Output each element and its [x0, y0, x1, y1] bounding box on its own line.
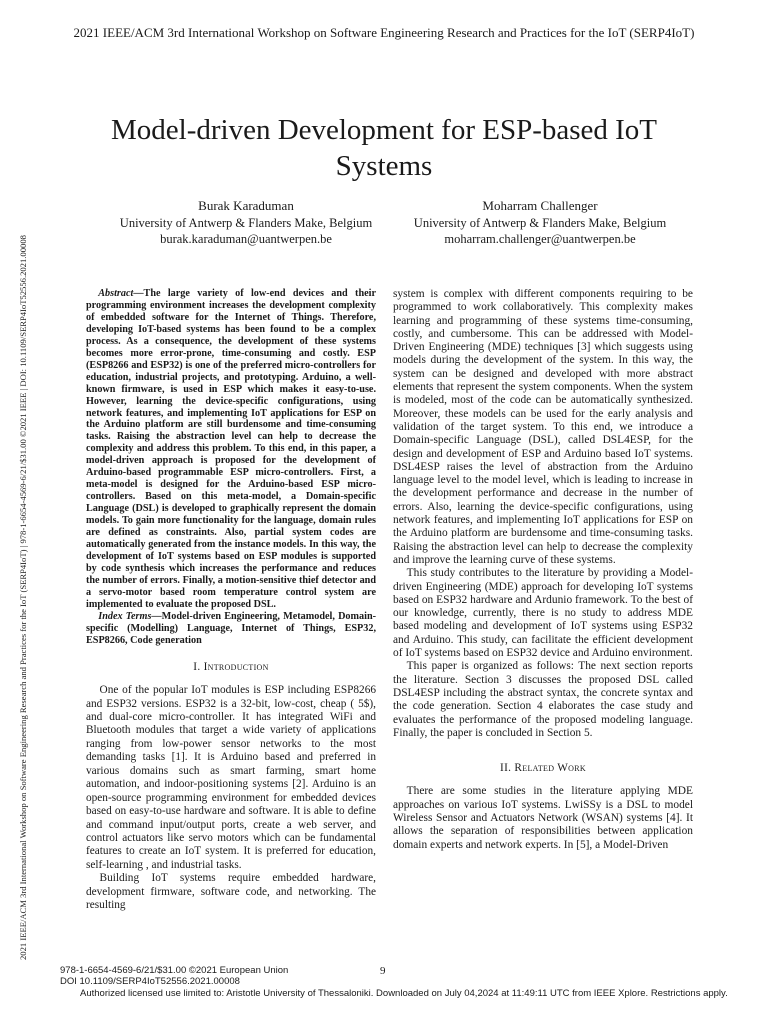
- abstract-text: —The large variety of low-end devices and their programming environment increases the development complexity of embedded software for the Internet of Things. Therefore, developing IoT-based systems has been found to be a complex process. As a consequence, the development of these systems becomes more error-prone, time-consuming and costly. ESP (ESP8266 and ESP32) is one of the preferred micro-controllers for education, industrial projects, and prototyping. Arduino, a well-known firmware, is used in ESP which makes it easy-to-use. However, learning the device-specific configurations, using network features, and implementing IoT applications for ESP on the Arduino platform are still burdensome and time-consuming tasks. Raising the abstraction level can help to decrease the complexity and address this problem. To this end, in this paper, a model-driven approach is proposed for the development of Arduino-based programmable ESP micro-controllers. First, a meta-model is designed for the Arduino-based ESP micro-controllers. Based on this meta-model, a Domain-specific Language (DSL) is developed to graphically represent the domain models. To gain more functionality for the language, domain rules are defined as constraints. Also, partial system codes are automatically generated from the instance models. In this way, the development of IoT systems based on ESP modules is supported by code synthesis which increases the performance and reduces the number of errors. Finally, a motion-sensitive thief detector and a servo-motor based room temperature control system are implemented to evaluate the proposed DSL.: [86, 288, 376, 610]
- side-citation: 2021 IEEE/ACM 3rd International Workshop on Software Engineering Research and Practices for the IoT (SERP4IoT) | 978-1-6654-4569-6/21/$31.00 ©2021 IEEE | DOI: 10.1109/SERP4IoT52556.2021.00008: [18, 235, 28, 960]
- right-paragraph-2: This study contributes to the literature by providing a Model-driven Engineering (MDE) approach for developing IoT systems based on ESP32 hardware and Ardunio framework. To the best of our knowledge, currently, there is no study to address MDE based modeling and development of IoT systems using ESP32 and Arduino. This study, can facilitate the efficient development of IoT systems based on ESP32 device and Arduino environment.: [393, 567, 693, 660]
- author-block-2: [390, 198, 690, 247]
- page-number: 9: [380, 965, 386, 977]
- abstract: [86, 288, 376, 611]
- author-block-1: [96, 198, 396, 247]
- conference-header: 2021 IEEE/ACM 3rd International Workshop on Software Engineering Research and Practices for the IoT (SERP4IoT): [73, 25, 695, 40]
- section-heading-introduction: I. Introduction: [193, 660, 269, 673]
- right-paragraph-1: system is complex with different components requiring to be programmed to work collaboratively. This complexity makes learning and programming of these systems time-consuming, costly, and cumbersome. This can be addressed with Model-Driven Engineering (MDE) techniques [3] which suggests using models during the development of the system. In this way, the system can be designed and developed with more abstract elements that represent the system components. When the system is modeled, most of the code can be automatically synthesized. Moreover, these models can be used for the early analysis and validation of the target system. To this end, we introduce a Domain-specific Language (DSL), called DSL4ESP, for the design and development of ESP and Arduino based IoT systems. DSL4ESP raises the level of abstraction from the Arduino language level to the model level, which is leading to increase in the development performance and decrease in the number of errors. Also, learning the device-specific configurations, using network features, and implementing IoT applications for ESP on the Arduino platform are burdensome and time-consuming tasks. Raising the abstraction level can help to decrease the complexity and improve the learning curve of these systems.: [393, 288, 693, 566]
- author-affiliation: University of Antwerp & Flanders Make, Belgium: [119, 216, 373, 230]
- related-paragraph-1: There are some studies in the literature applying MDE approaches on various IoT systems. LwiSSy is a DSL to model Wireless Sensor and Actuators Network (WSAN) systems [4]. It allows the separation of responsibilities between application domain experts and network experts. In [5], a Model-Driven: [393, 785, 693, 851]
- right-column: [393, 288, 693, 852]
- paper-title: Model-driven Development for ESP-based IoT Systems: [110, 114, 658, 182]
- intro-paragraph-2: Building IoT systems require embedded hardware, development firmware, software code, and networking. The resulting: [86, 872, 376, 912]
- author-affiliation: University of Antwerp & Flanders Make, Belgium: [413, 216, 667, 230]
- license-notice: Authorized licensed use limited to: Aristotle University of Thessaloniki. Downloaded on July 04,2024 at 11:49:11 UTC from IEEE Xplore. Restrictions apply.: [80, 988, 728, 999]
- footer-doi: DOI 10.1109/SERP4IoT52556.2021.00008: [60, 975, 240, 987]
- footer-isbn: 978-1-6654-4569-6/21/$31.00 ©2021 European Union: [60, 965, 289, 976]
- intro-paragraph-1: One of the popular IoT modules is ESP including ESP8266 and ESP32 versions. ESP32 is a 32-bit, low-cost, cheap ( 5$), and dual-core micro-controller. It has integrated WiFi and Bluetooth modules that target a wide variety of applications ranging from low-power sensor networks to the most demanding tasks [1]. It is Arduino based and preferred in various domains such as smart farming, smart home automation, and indoor-positioning systems [2]. Arduino is an open-source programming environment for embedded devices based on easy-to-use hardware and software. It is able to define and command input/output ports, create a web server, and control actuators like servo motors which can be fundamental features to create an IoT system. It is preferred for education, self-learning , and industrial tasks.: [86, 684, 376, 871]
- index-terms-text: —Model-driven Engineering, Metamodel, Domain-specific (Modelling) Language, Internet of Things, ESP32, ESP8266, Code generation: [86, 610, 376, 646]
- index-terms-label: Index Terms: [98, 610, 152, 622]
- author-email: burak.karaduman@uantwerpen.be: [160, 232, 332, 246]
- footer-identifiers: [60, 966, 288, 987]
- abstract-label: Abstract: [98, 288, 134, 299]
- author-email: moharram.challenger@uantwerpen.be: [444, 232, 636, 246]
- author-name: Moharram Challenger: [482, 198, 598, 213]
- index-terms: [86, 611, 376, 647]
- section-heading-related-work: II. Related Work: [500, 762, 586, 775]
- left-column: [86, 288, 376, 913]
- author-name: Burak Karaduman: [198, 198, 294, 213]
- right-paragraph-3: This paper is organized as follows: The next section reports the literature. Section 3 discusses the proposed DSL called DSL4ESP including the abstract syntax, the concrete syntax and the code generation. Section 4 elaborates the case study and evaluates the performance of the proposed modeling language. Finally, the paper is concluded in Section 5.: [393, 660, 693, 739]
